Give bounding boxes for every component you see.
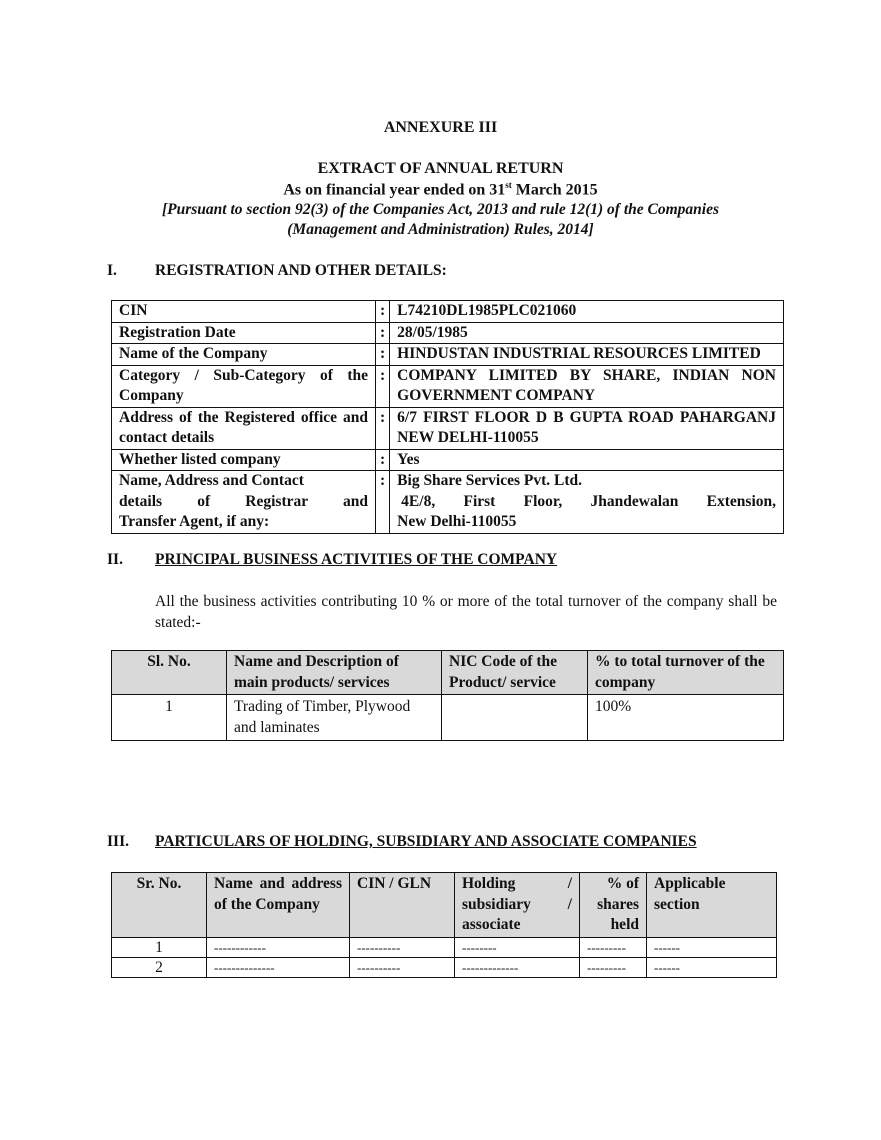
table-row (112, 301, 784, 323)
row-label: Category / Sub-Category of the Company (112, 365, 376, 407)
column-header: Applicable section (647, 873, 777, 938)
row-label: CIN (112, 301, 376, 323)
column-header: Name and Description of main products/ services (227, 651, 442, 695)
cell-name: -------------- (207, 957, 350, 977)
row-label: Whether listed company (112, 449, 376, 471)
label-line: details of Registrar and (119, 492, 368, 510)
cell-cin: ---------- (350, 937, 455, 957)
row-value: Yes (390, 449, 784, 471)
cell-shares: --------- (580, 957, 647, 977)
row-separator: : (376, 449, 390, 471)
registration-table (111, 300, 784, 534)
section-title: REGISTRATION AND OTHER DETAILS: (155, 262, 447, 279)
pursuant-line-2: (Management and Administration) Rules, 2014] (287, 221, 594, 238)
row-separator: : (376, 407, 390, 449)
label-line: Transfer Agent, if any: (119, 513, 270, 530)
value-line: 4E/8, First Floor, Jhandewalan Extension, (401, 492, 776, 510)
document-title: EXTRACT OF ANNUAL RETURN (317, 160, 564, 177)
cell-name: ------------ (207, 937, 350, 957)
column-header: NIC Code of the Product/ service (442, 651, 588, 695)
row-label: Registration Date (112, 322, 376, 344)
column-header: % to total turnover of the company (588, 651, 784, 695)
table-row (112, 407, 784, 449)
row-value: HINDUSTAN INDUSTRIAL RESOURCES LIMITED (390, 344, 784, 366)
table-row (112, 695, 784, 741)
row-label: Name of the Company (112, 344, 376, 366)
as-on-prefix: As on financial year ended on 31 (283, 181, 506, 199)
column-header: Sl. No. (112, 651, 227, 695)
section-2-paragraph: All the business activities contributing 10 % or more of the total turnover of the company shall be stated:- (155, 593, 777, 631)
table-row (112, 937, 777, 957)
section-title: PARTICULARS OF HOLDING, SUBSIDIARY AND ASSOCIATE COMPANIES (155, 833, 697, 850)
label-line: Name, Address and Contact (119, 472, 304, 489)
column-header: % of shares held (580, 873, 647, 938)
row-separator: : (376, 471, 390, 534)
pursuant-line-1: [Pursuant to section 92(3) of the Companies Act, 2013 and rule 12(1) of the Companies (161, 201, 720, 218)
value-line: New Delhi-110055 (397, 513, 517, 530)
annexure-heading: ANNEXURE III (383, 119, 498, 136)
cell-holding: ------------- (455, 957, 580, 977)
column-header: Holding / subsidiary / associate (455, 873, 580, 938)
cell-description: Trading of Timber, Plywood and laminates (227, 695, 442, 741)
table-row (112, 365, 784, 407)
row-value: 6/7 FIRST FLOOR D B GUPTA ROAD PAHARGANJ NEW DELHI-110055 (390, 407, 784, 449)
table-header-row (112, 651, 784, 695)
row-separator: : (376, 365, 390, 407)
column-header: CIN / GLN (350, 873, 455, 938)
table-row (112, 957, 777, 977)
section-3-heading (107, 833, 697, 851)
section-number: I. (107, 262, 117, 279)
column-header: Name and address of the Company (207, 873, 350, 938)
cell-shares: --------- (580, 937, 647, 957)
table-row (112, 322, 784, 344)
cell-sr-no: 1 (112, 937, 207, 957)
section-2-heading (107, 551, 557, 569)
business-activities-table (111, 650, 784, 741)
cell-section: ------ (647, 937, 777, 957)
row-label: Address of the Registered office and contact details (112, 407, 376, 449)
section-number: II. (107, 551, 123, 568)
table-header-row (112, 873, 777, 938)
value-line: Big Share Services Pvt. Ltd. (397, 472, 583, 489)
as-on-sup: st (505, 180, 512, 190)
cell-sr-no: 2 (112, 957, 207, 977)
table-row (112, 471, 784, 534)
cell-nic-code (442, 695, 588, 741)
table-row (112, 344, 784, 366)
row-value: COMPANY LIMITED BY SHARE, INDIAN NON GOVERNMENT COMPANY (390, 365, 784, 407)
as-on-date (0, 180, 881, 199)
row-value: L74210DL1985PLC021060 (390, 301, 784, 323)
row-separator: : (376, 322, 390, 344)
column-header: Sr. No. (112, 873, 207, 938)
table-row (112, 449, 784, 471)
row-label (112, 471, 376, 534)
row-separator: : (376, 344, 390, 366)
row-separator: : (376, 301, 390, 323)
cell-sl-no: 1 (112, 695, 227, 741)
row-value (390, 471, 784, 534)
cell-percent: 100% (588, 695, 784, 741)
holding-companies-table (111, 872, 777, 978)
cell-holding: -------- (455, 937, 580, 957)
as-on-suffix: March 2015 (511, 181, 598, 199)
section-title: PRINCIPAL BUSINESS ACTIVITIES OF THE COMPANY (155, 551, 558, 568)
section-number: III. (107, 833, 129, 850)
section-1-heading (107, 262, 447, 280)
cell-section: ------ (647, 957, 777, 977)
cell-cin: ---------- (350, 957, 455, 977)
row-value: 28/05/1985 (390, 322, 784, 344)
